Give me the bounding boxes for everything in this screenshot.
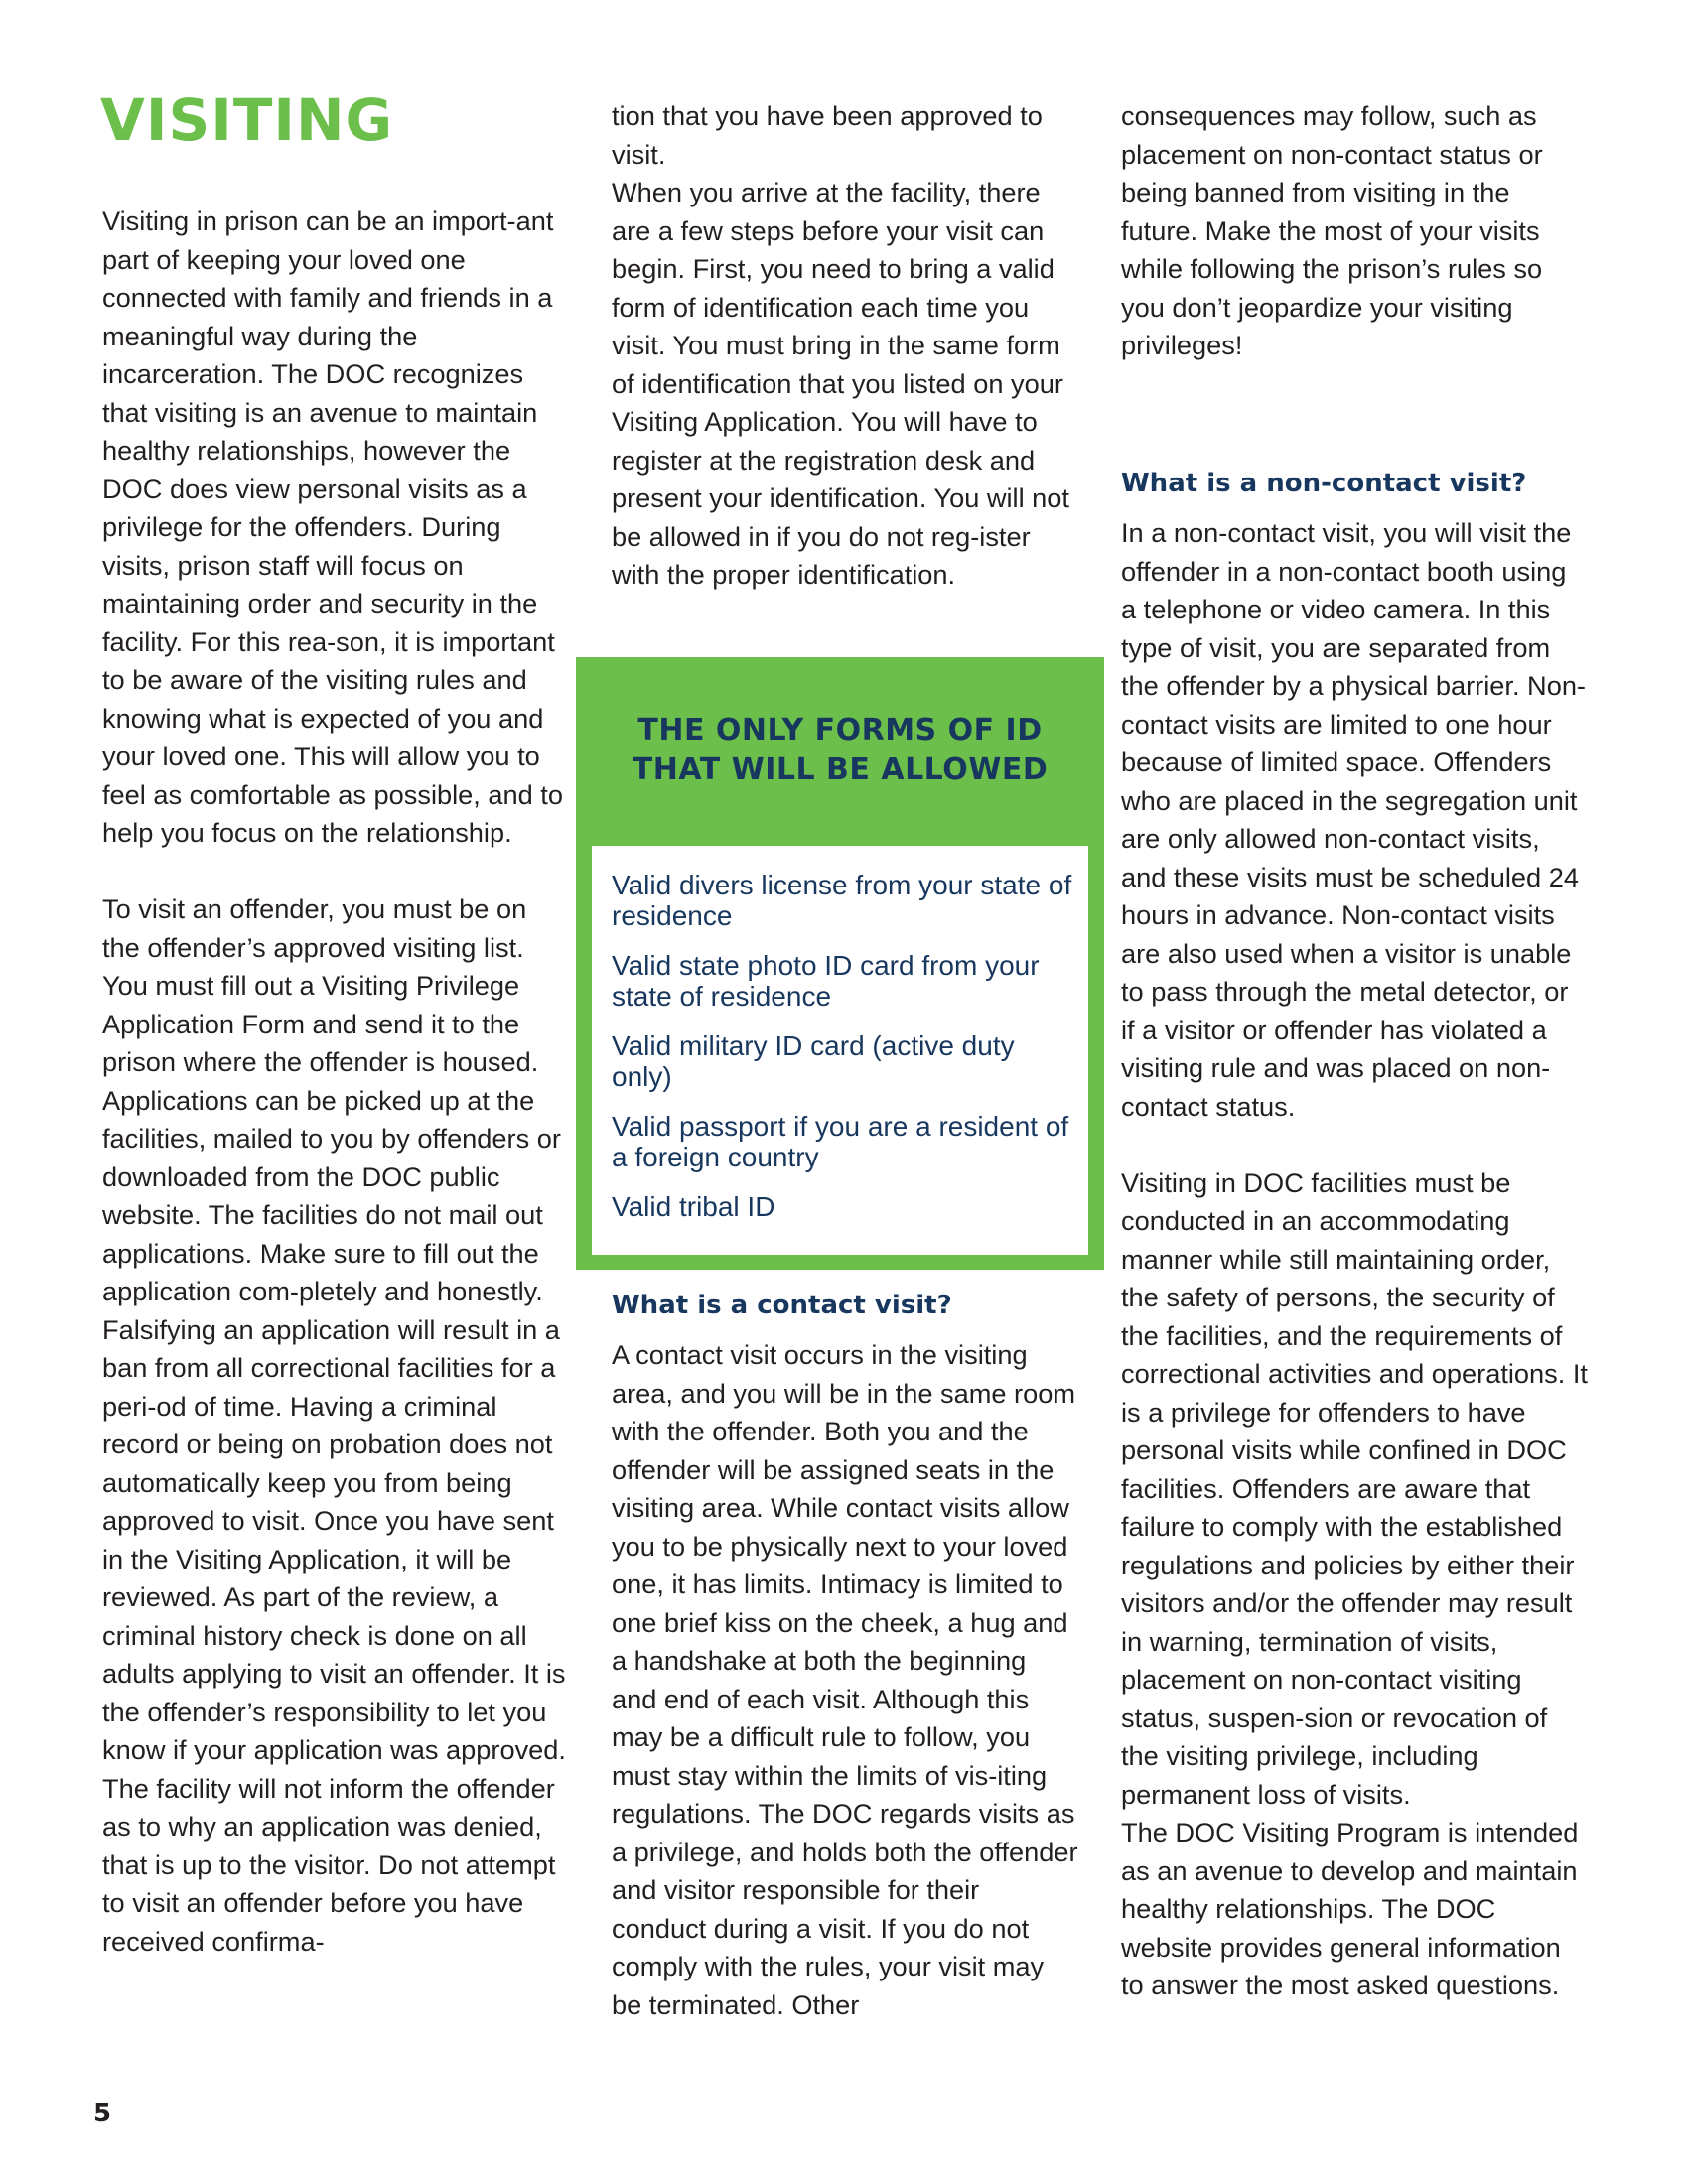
- column-middle-top: [612, 97, 1078, 595]
- id-item-state-photo-id: Valid state photo ID card from your state of residence: [612, 950, 1040, 1012]
- consequences-paragraph: consequences may follow, such as placement on non-contact status or being banned from visiting in the future. Make the most of your visits while following the prison’s rules so you don’t jeopardize your visiting privileges!: [1121, 100, 1543, 360]
- column-right-top: [1121, 97, 1588, 365]
- id-forms-title: [576, 711, 1104, 790]
- arrival-paragraph: When you arrive at the facility, there are a few steps before your visit can begin. First, you need to bring a valid form of identification each time you visit. You must bring in the same form of identification that you listed on your Visiting Application. You will have to register at the registration desk and present your identification. You will not be allowed in if you do not reg-ister with the proper identification.: [612, 177, 1069, 590]
- page-number: 5: [93, 2099, 112, 2128]
- page-title: VISITING: [100, 86, 394, 154]
- column-right-bottom: [1121, 467, 1588, 2005]
- application-paragraph: To visit an offender, you must be on the offender’s approved visiting list. You must fill out a Visiting Privilege Application Form and send it to the prison where the offender is housed. Applications can be picked up at the facilities, mailed to you by offenders or downloaded from the DOC public website. The facilities do not mail out applications. Make sure to fill out the application com-pletely and honestly. Falsifying an application will result in a ban from all correctional facilities for a peri-od of time. Having a criminal record or being on probation does not automatically keep you from being approved to visit. Once you have sent in the Visiting Application, it will be reviewed. As part of the review, a criminal history check is done on all adults applying to visit an offender. It is the offender’s responsibility to let you know if your application was approved. The facility will not inform the offender as to why an application was denied, that is up to the visitor. Do not attempt to visit an offender before you have received confirma-: [102, 893, 566, 1957]
- noncontact-visit-heading: What is a non-contact visit?: [1121, 469, 1527, 498]
- id-forms-title-line2: THAT WILL BE ALLOWED: [632, 752, 1049, 787]
- approval-continuation-paragraph: tion that you have been approved to visit.: [612, 100, 1043, 170]
- id-forms-callout: [576, 657, 1104, 1270]
- id-forms-list: [592, 846, 1088, 1255]
- id-item-drivers-license: Valid divers license from your state of residence: [612, 870, 1072, 931]
- noncontact-visit-paragraph: In a non-contact visit, you will visit the offender in a non-contact booth using a telephone or video camera. In this type of visit, you are separated from the offender by a physical barrier. Non-contact visits are limited to one hour because of limited space. Offenders who are placed in the segregation unit are only allowed non-contact visits, and these visits must be scheduled 24 hours in advance. Non-contact visits are also used when a visitor is unable to pass through the metal detector, or if a visitor or offender has violated a visiting rule and was placed on non-contact status.: [1121, 517, 1586, 1122]
- program-paragraph: The DOC Visiting Program is intended as an avenue to develop and maintain healthy relationships. The DOC website provides general information to answer the most asked questions.: [1121, 1817, 1579, 2000]
- contact-visit-paragraph: A contact visit occurs in the visiting area, and you will be in the same room with the offender. Both you and the offender will be assigned seats in the visiting area. While contact visits allow you to be physically next to your loved one, it has limits. Intimacy is limited to one brief kiss on the cheek, a hug and a handshake at both the beginning and end of each visit. Although this may be a difficult rule to follow, you must stay within the limits of vis-iting regulations. The DOC regards visits as a privilege, and holds both the offender and visitor responsible for their conduct during a visit. If you do not comply with the rules, your visit may be terminated. Other: [612, 1339, 1078, 2020]
- id-item-tribal-id: Valid tribal ID: [612, 1191, 775, 1222]
- intro-paragraph: Visiting in prison can be an import-ant part of keeping your loved one connected with family and friends in a meaningful way during the incarceration. The DOC recognizes that visiting is an avenue to maintain healthy relationships, however the DOC does view personal visits as a privilege for the offenders. During visits, prison staff will focus on maintaining order and security in the facility. For this rea-son, it is important to be aware of the visiting rules and knowing what is expected of you and your loved one. This will allow you to feel as comfortable as possible, and to help you focus on the relationship.: [102, 205, 563, 848]
- id-item-passport: Valid passport if you are a resident of a foreign country: [612, 1111, 1069, 1172]
- id-forms-title-line1: THE ONLY FORMS OF ID: [637, 713, 1043, 748]
- column-left: [102, 203, 569, 1961]
- id-item-military-id: Valid military ID card (active duty only): [612, 1030, 1015, 1092]
- conduct-paragraph: Visiting in DOC facilities must be conducted in an accommodating manner while still maintaining order, the safety of persons, the security of the facilities, and the requirements of correctional activities and operations. It is a privilege for offenders to have personal visits while confined in DOC facilities. Offenders are aware that failure to comply with the established regulations and policies by either their visitors and/or the offender may result in warning, termination of visits, placement on non-contact visiting status, suspen-sion or revocation of the visiting privilege, including permanent loss of visits.: [1121, 1166, 1588, 1810]
- column-middle-bottom: [612, 1289, 1078, 2024]
- contact-visit-heading: What is a contact visit?: [612, 1291, 952, 1320]
